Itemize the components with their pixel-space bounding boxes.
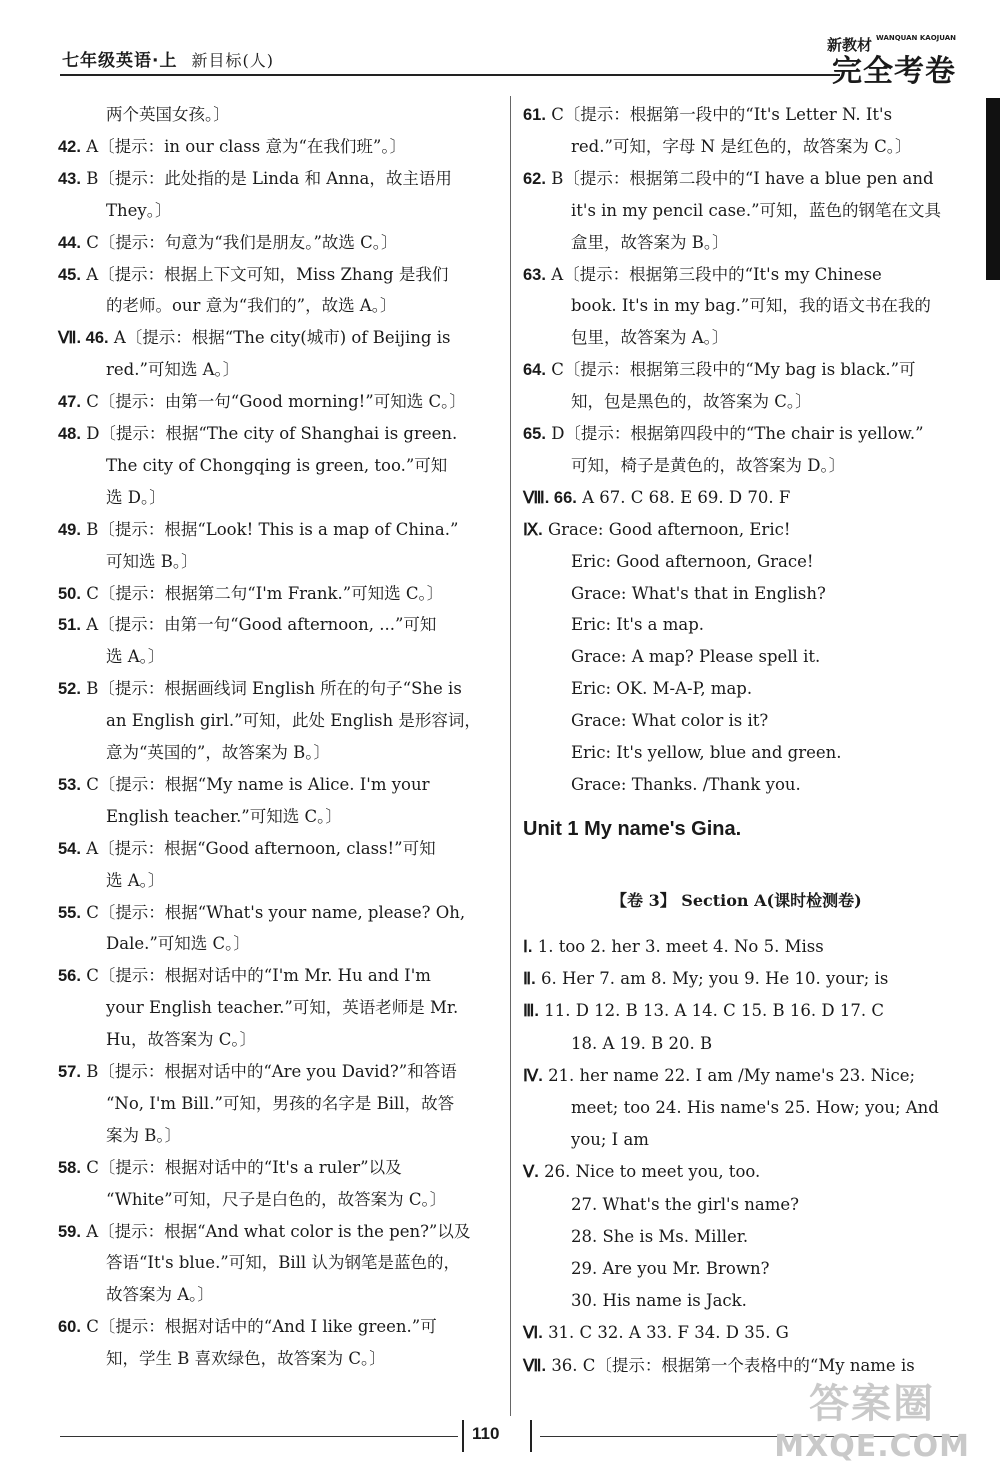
answer-text: A 67. C 68. E 69. D 70. F bbox=[582, 487, 791, 507]
answer-line bbox=[523, 1000, 884, 1022]
question-number: 55. bbox=[58, 903, 81, 922]
question-number: 51. bbox=[58, 616, 81, 635]
answer-text: 30. His name is Jack. bbox=[571, 1291, 747, 1311]
answer-text: A〔提示：由第一句“Good afternoon, ...”可知 bbox=[86, 615, 437, 635]
answer-text: C〔提示：根据对话中的“I'm Mr. Hu and I'm bbox=[86, 966, 431, 986]
answer-line bbox=[571, 742, 841, 764]
answer-line bbox=[571, 646, 820, 668]
answer-text: A〔提示：根据“The city(城市) of Beijing is bbox=[113, 328, 451, 348]
answer-line bbox=[106, 1093, 454, 1115]
answer-text: Hu，故答案为 C。〕 bbox=[106, 1030, 257, 1050]
answer-line bbox=[523, 1322, 789, 1344]
answer-text: 案为 B。〕 bbox=[106, 1125, 182, 1145]
answer-line bbox=[106, 997, 458, 1019]
answer-text: A〔提示：根据上下文可知，Miss Zhang 是我们 bbox=[86, 264, 449, 284]
footer-rule-left bbox=[60, 1436, 458, 1437]
answer-text: Grace: A map? Please spell it. bbox=[571, 647, 821, 667]
answer-text: C〔提示：根据对话中的“And I like green.”可 bbox=[86, 1317, 437, 1337]
question-number: 63. bbox=[523, 265, 546, 284]
answer-line bbox=[58, 838, 436, 860]
answer-line bbox=[58, 583, 443, 605]
answer-text: red.”可知选 A。〕 bbox=[106, 360, 240, 380]
brand-small-text: 新教材 bbox=[827, 36, 873, 54]
question-number: Ⅶ. 46. bbox=[58, 329, 109, 348]
answer-text: B〔提示：根据画线词 English 所在的句子“She is bbox=[86, 679, 462, 699]
column-divider bbox=[510, 96, 511, 1416]
answer-line bbox=[106, 455, 447, 477]
answer-text: D〔提示：根据“The city of Shanghai is green. bbox=[86, 424, 458, 443]
answer-text: 11. D 12. B 13. A 14. C 15. B 16. D 17. C bbox=[544, 1001, 884, 1021]
answer-line bbox=[571, 327, 728, 349]
answer-line bbox=[571, 1194, 799, 1216]
answer-text: 27. What's the girl's name? bbox=[571, 1194, 800, 1214]
answer-line bbox=[58, 519, 458, 541]
answer-line bbox=[523, 423, 924, 445]
answer-line bbox=[58, 678, 462, 700]
answer-text: C〔提示：根据“My name is Alice. I'm your bbox=[86, 774, 430, 794]
answer-line bbox=[523, 264, 882, 286]
answer-text: 选 D。〕 bbox=[106, 487, 166, 507]
answer-text: B〔提示：根据“Look! This is a map of China.” bbox=[86, 519, 459, 539]
question-number: 43. bbox=[58, 169, 81, 188]
answer-text: Grace: What color is it? bbox=[571, 711, 769, 731]
answer-text: “No, I'm Bill.”可知，男孩的名字是 Bill，故答 bbox=[106, 1093, 455, 1113]
answer-text: 1. too 2. her 3. meet 4. No 5. Miss bbox=[537, 937, 824, 956]
answer-line bbox=[571, 391, 812, 413]
answer-line bbox=[523, 519, 790, 541]
answer-text: D〔提示：根据第四段中的“The chair is yellow.” bbox=[551, 424, 924, 443]
answer-text: 意为“英国的”，故答案为 B。〕 bbox=[106, 743, 330, 762]
question-number: 60. bbox=[58, 1318, 81, 1337]
answer-text: you; I am bbox=[571, 1130, 649, 1150]
answer-line bbox=[106, 295, 396, 317]
answer-text: 21. her name 22. I am /My name's 23. Nice; bbox=[548, 1065, 916, 1085]
answer-text: 包里，故答案为 A。〕 bbox=[571, 328, 729, 348]
question-number: Ⅰ. bbox=[523, 938, 533, 956]
answer-text: Grace: Good afternoon, Eric! bbox=[547, 519, 791, 539]
brand-logo bbox=[827, 34, 956, 89]
answer-line bbox=[106, 742, 330, 764]
header-rule bbox=[60, 74, 840, 76]
answer-text: Eric: It's yellow, blue and green. bbox=[571, 743, 842, 762]
answer-line bbox=[106, 1252, 460, 1274]
answer-text: it's in my pencil case.”可知，蓝色的钢笔在文具 bbox=[571, 200, 942, 220]
answer-line bbox=[571, 551, 814, 573]
answer-text: B〔提示：根据对话中的“Are you David?”和答语 bbox=[86, 1062, 457, 1081]
answer-text: Grace: What's that in English? bbox=[571, 583, 826, 603]
answer-line bbox=[58, 965, 431, 987]
answer-line bbox=[106, 646, 164, 668]
watermark-text: 答案圈 bbox=[809, 1381, 936, 1427]
question-number: 57. bbox=[58, 1063, 81, 1081]
answer-text: 答语“It's blue.”可知，Bill 认为钢笔是蓝色的， bbox=[106, 1253, 460, 1273]
answer-line bbox=[571, 1290, 747, 1312]
answer-text: C〔提示：根据对话中的“It's a ruler”以及 bbox=[86, 1157, 402, 1177]
question-number: 64. bbox=[523, 361, 546, 380]
answer-line bbox=[523, 359, 916, 381]
answer-line bbox=[523, 104, 892, 126]
brand-big: 完全考卷 bbox=[832, 54, 956, 89]
answer-text: 31. C 32. A 33. F 34. D 35. G bbox=[548, 1323, 789, 1343]
answer-text: 18. A 19. B 20. B bbox=[571, 1033, 713, 1053]
answer-text: red.”可知，字母 N 是红色的，故答案为 C。〕 bbox=[571, 136, 912, 156]
answer-line bbox=[106, 200, 171, 222]
answer-text: 29. Are you Mr. Brown? bbox=[571, 1259, 770, 1278]
brand-small bbox=[827, 34, 956, 55]
answer-text: 可知，椅子是黄色的，故答案为 D。〕 bbox=[571, 455, 846, 475]
answer-line bbox=[523, 1161, 760, 1183]
answer-text: 知，学生 B 喜欢绿色，故答案为 C。〕 bbox=[106, 1349, 386, 1369]
question-number: Ⅲ. bbox=[523, 1002, 539, 1021]
answer-line bbox=[58, 232, 398, 254]
question-number: 49. bbox=[58, 520, 81, 539]
answer-text: Eric: OK. M-A-P, map. bbox=[571, 679, 753, 699]
answer-line bbox=[571, 1226, 748, 1248]
answer-text: 知，包是黑色的，故答案为 C。〕 bbox=[571, 392, 812, 412]
answer-line bbox=[571, 1129, 649, 1151]
unit-title: Unit 1 My name's Gina. bbox=[523, 818, 742, 840]
answer-line bbox=[571, 136, 911, 158]
question-number: 48. bbox=[58, 425, 81, 443]
answer-line bbox=[571, 710, 768, 732]
answer-text: 36. C〔提示：根据第一个表格中的“My name is bbox=[551, 1355, 915, 1375]
question-number: 50. bbox=[58, 584, 81, 603]
answer-line bbox=[106, 870, 164, 892]
answer-line bbox=[571, 455, 845, 477]
answer-line bbox=[523, 968, 888, 990]
answer-text: A〔提示：根据“Good afternoon, class!”可知 bbox=[86, 838, 436, 858]
answer-text: 26. Nice to meet you, too. bbox=[544, 1162, 761, 1182]
answer-line bbox=[58, 902, 465, 924]
question-number: 65. bbox=[523, 425, 546, 443]
answer-text: 的老师。our 意为“我们的”，故选 A。〕 bbox=[106, 296, 397, 316]
answer-text: B〔提示：根据第二段中的“I have a blue pen and bbox=[551, 168, 934, 188]
answer-line bbox=[58, 168, 452, 190]
answer-text: Eric: It's a map. bbox=[571, 615, 705, 635]
answer-line bbox=[58, 774, 430, 796]
answer-line bbox=[58, 423, 457, 445]
answer-text: Grace: Thanks. /Thank you. bbox=[571, 774, 801, 794]
page-number-bar-left bbox=[462, 1420, 464, 1452]
answer-line bbox=[523, 168, 934, 190]
question-number: Ⅸ. bbox=[523, 520, 543, 539]
question-number: 61. bbox=[523, 106, 546, 124]
answer-text: C〔提示：根据第一段中的“It's Letter N. It's bbox=[551, 105, 893, 124]
book-title bbox=[62, 46, 274, 71]
answer-text: Dale.”可知选 C。〕 bbox=[106, 934, 250, 954]
answer-line bbox=[106, 1125, 181, 1147]
answer-line bbox=[58, 614, 436, 636]
answer-line bbox=[106, 551, 198, 573]
section-label: 【卷 3】 Section A(课时检测卷) bbox=[611, 891, 862, 910]
book-title-text: 七年级英语·上 bbox=[62, 51, 178, 71]
watermark-url: MXQE.COM bbox=[774, 1429, 970, 1464]
answer-line bbox=[571, 1033, 712, 1055]
answer-text: “White”可知，尺子是白色的，故答案为 C。〕 bbox=[106, 1189, 447, 1209]
question-number: Ⅷ. 66. bbox=[523, 488, 577, 507]
question-number: 47. bbox=[58, 393, 81, 412]
answer-text: 盒里，故答案为 B。〕 bbox=[571, 232, 729, 252]
answer-text: C〔提示：句意为“我们是朋友。”故选 C。〕 bbox=[86, 232, 398, 252]
answer-line bbox=[571, 678, 752, 700]
answer-text: C〔提示：由第一句“Good morning!”可知选 C。〕 bbox=[86, 392, 466, 412]
answer-text: 选 A。〕 bbox=[106, 647, 165, 667]
answer-line bbox=[106, 104, 230, 126]
answer-text: A〔提示：根据第三段中的“It's my Chinese bbox=[551, 264, 882, 284]
answer-line bbox=[58, 136, 406, 158]
answer-line bbox=[571, 232, 729, 254]
answer-line bbox=[58, 1061, 457, 1083]
answer-text: C〔提示：根据“What's your name, please? Oh, bbox=[86, 902, 466, 922]
answer-text: English teacher.”可知选 C。〕 bbox=[106, 806, 342, 826]
brand-small-en: WANQUAN KAOJUAN bbox=[876, 34, 956, 42]
question-number: 59. bbox=[58, 1222, 81, 1241]
answer-line bbox=[106, 806, 342, 828]
answer-line bbox=[58, 1157, 402, 1179]
answer-line bbox=[58, 1221, 470, 1243]
answer-text: Eric: Good afternoon, Grace! bbox=[571, 551, 814, 571]
answer-line bbox=[106, 1348, 386, 1370]
answer-line bbox=[58, 1316, 437, 1338]
answer-text: an English girl.”可知，此处 English 是形容词， bbox=[106, 711, 481, 731]
answer-line bbox=[571, 295, 931, 317]
question-number: 42. bbox=[58, 137, 81, 156]
question-number: 56. bbox=[58, 967, 81, 986]
answer-line bbox=[106, 1284, 214, 1306]
answer-line bbox=[571, 614, 704, 636]
answer-line bbox=[58, 264, 448, 286]
answer-line bbox=[106, 933, 250, 955]
answer-text: C〔提示：根据第二句“I'm Frank.”可知选 C。〕 bbox=[86, 583, 444, 603]
thumb-index-tab bbox=[986, 98, 1000, 280]
question-number: 52. bbox=[58, 680, 81, 699]
answer-text: B〔提示：此处指的是 Linda 和 Anna，故主语用 bbox=[86, 168, 452, 188]
answer-text: 6. Her 7. am 8. My; you 9. He 10. your; is bbox=[540, 969, 889, 989]
answer-line bbox=[106, 359, 239, 381]
answer-line bbox=[106, 487, 166, 509]
watermark bbox=[774, 1372, 970, 1464]
answer-line bbox=[523, 487, 790, 509]
answer-text: book. It's in my bag.”可知，我的语文书在我的 bbox=[571, 296, 931, 316]
answer-text: They。〕 bbox=[106, 200, 172, 220]
answer-text: The city of Chongqing is green, too.”可知 bbox=[106, 455, 448, 475]
answer-line bbox=[571, 200, 941, 222]
answer-text: 选 A。〕 bbox=[106, 870, 165, 890]
question-number: Ⅵ. bbox=[523, 1324, 543, 1343]
question-number: Ⅳ. bbox=[523, 1066, 543, 1085]
answer-text: your English teacher.”可知，英语老师是 Mr. bbox=[106, 998, 459, 1018]
answer-line bbox=[571, 1258, 769, 1280]
question-number: Ⅴ. bbox=[523, 1163, 539, 1182]
question-number: 62. bbox=[523, 169, 546, 188]
page-number-bar-right bbox=[530, 1420, 532, 1452]
answer-text: C〔提示：根据第三段中的“My bag is black.”可 bbox=[551, 360, 916, 380]
question-number: Ⅱ. bbox=[523, 970, 536, 989]
answer-text: 两个英国女孩。〕 bbox=[106, 105, 230, 124]
question-number: 54. bbox=[58, 839, 81, 858]
answer-text: meet; too 24. His name's 25. How; you; And bbox=[571, 1098, 939, 1117]
answer-line bbox=[523, 1065, 915, 1087]
answer-line bbox=[571, 1097, 939, 1119]
answer-text: 故答案为 A。〕 bbox=[106, 1285, 214, 1305]
answer-line bbox=[58, 327, 450, 349]
question-number: 45. bbox=[58, 265, 81, 284]
answer-line bbox=[106, 710, 481, 732]
question-number: 53. bbox=[58, 775, 81, 794]
question-number: Ⅶ. bbox=[523, 1356, 547, 1375]
edition-label: 新目标(人) bbox=[191, 51, 274, 70]
answer-text: 28. She is Ms. Miller. bbox=[571, 1226, 749, 1246]
answer-line bbox=[571, 774, 801, 796]
answer-line bbox=[106, 1029, 256, 1051]
answer-line bbox=[58, 391, 466, 413]
answer-line bbox=[571, 583, 826, 605]
answer-line bbox=[106, 1189, 446, 1211]
page-number: 110 bbox=[472, 1424, 500, 1443]
answer-text: 可知选 B。〕 bbox=[106, 551, 198, 571]
question-number: 58. bbox=[58, 1158, 81, 1177]
answer-text: A〔提示：in our class 意为“在我们班”。〕 bbox=[86, 136, 407, 156]
question-number: 44. bbox=[58, 233, 81, 252]
answer-text: A〔提示：根据“And what color is the pen?”以及 bbox=[86, 1221, 471, 1241]
answer-line bbox=[523, 936, 824, 958]
